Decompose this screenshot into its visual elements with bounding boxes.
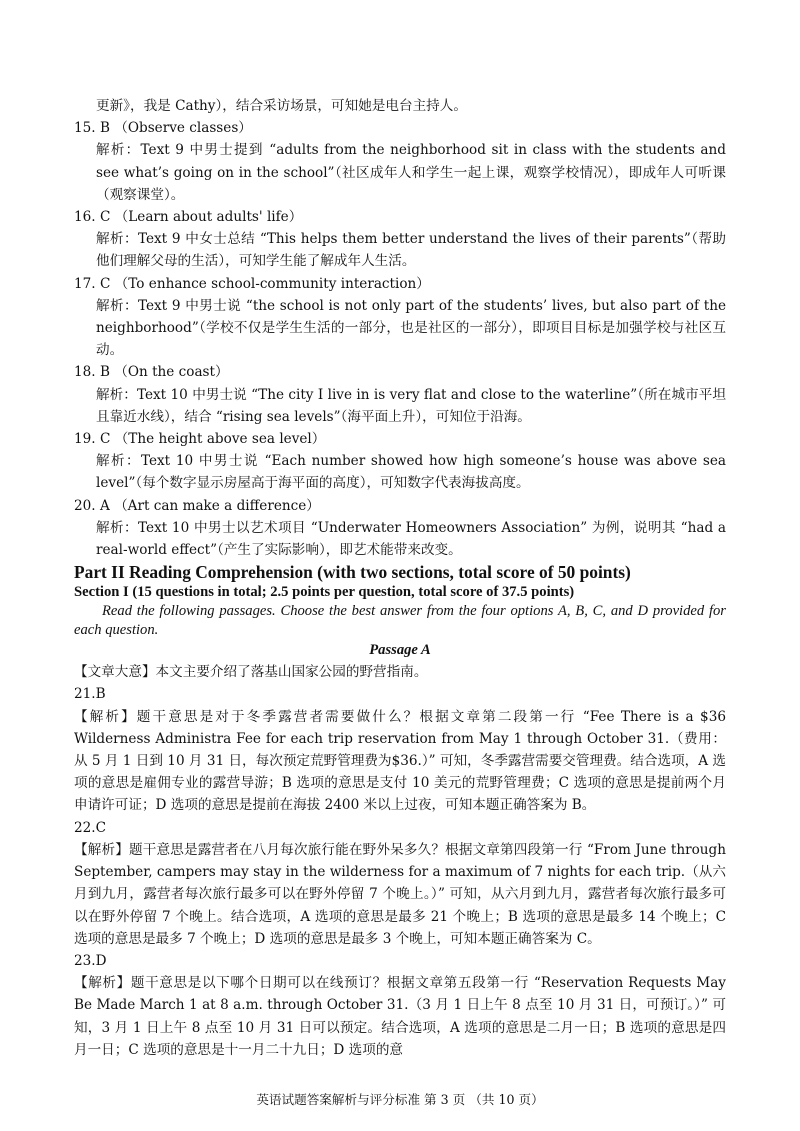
answer-explanation: 解析：Text 9 中女士总结 “This helps them better understand the lives of their parents”（帮助他们理解父母的生活），可知学生能了解成年人生活。 [96, 231, 726, 270]
answer-head: 18. B （On the coast） [74, 364, 229, 381]
answer-head: 15. B （Observe classes） [74, 120, 252, 137]
answer-item-23 [74, 950, 726, 1061]
listening-explanations [74, 117, 726, 561]
answer-item-19 [74, 428, 726, 495]
answer-head: 19. C （The height above sea level） [74, 431, 326, 448]
answer-head: 23.D [74, 952, 107, 969]
directions-text: Read the following passages. Choose the best answer from the four options A, B, C, and D provided for each question. [74, 603, 726, 639]
answer-head: 22.C [74, 819, 107, 836]
carryover-text: 更新》，我是 Cathy），结合采访场景，可知她是电台主持人。 [96, 98, 467, 114]
answer-explanation: 【解析】题干意思是以下哪个日期可以在线预订？根据文章第五段第一行 “Reservation Requests May Be Made March 1 at 8 a.m. through October 31.（3 月 1 日上午 8 点至 10 月 31 日，可预订。）” 可知，3 月 1 日上午 8 点至 10 月 31 日可以预定。结合选项，A 选项的意思是二月一日；B 选项的意思是四月一日；C 选项的意思是十一月二十九日；D 选项的意 [74, 975, 726, 1058]
answer-explanation: 解析：Text 9 中男士说 “the school is not only part of the students’ lives, but also part of the neighborhood”（学校不仅是学生生活的一部分，也是社区的一部分），即项目目标是加强学校与社区互动。 [96, 297, 726, 359]
part-title: Part II Reading Comprehension (with two sections, total score of 50 points) [74, 562, 631, 583]
passage-summary: 【文章大意】本文主要介绍了落基山国家公园的野营指南。 [74, 664, 428, 681]
reading-explanations [74, 683, 726, 1060]
answer-explanation: 【解析】题干意思是露营者在八月每次旅行能在野外呆多久？根据文章第四段第一行 “From June through September, campers may stay in the wilderness for a maximum of 7 nights for each trip.（从六月到九月，露营者每次旅行最多可以在野外停留 7 个晚上。）” 可知，从六月到九月，露营者每次旅行最多可以在野外停留 7 个晚上。结合选项，A 选项的意思是最多 21 个晚上；B 选项的意思是最多 14 个晚上；C 选项的意思是最多 7 个晚上；D 选项的意思是最多 3 个晚上，可知本题正确答案为 C。 [74, 841, 726, 947]
answer-item-22 [74, 817, 726, 950]
answer-item-18 [74, 361, 726, 428]
answer-head: 20. A （Art can make a difference） [74, 497, 320, 514]
page-footer: 英语试题答案解析与评分标准 第 3 页 （共 10 页） [256, 1092, 544, 1107]
answer-explanation: 解析：Text 9 中男士提到 “adults from the neighborhood sit in class with the students and see what’s going on in the school”（社区成年人和学生一起上课，观察学校情况），即成年人可听课（观察课堂）。 [96, 142, 726, 203]
answer-item-21 [74, 683, 726, 816]
answer-item-15 [74, 117, 726, 206]
answer-item-16 [74, 206, 726, 273]
answer-head: 21.B [74, 686, 106, 703]
answer-explanation: 解析：Text 10 中男士以艺术项目 “Underwater Homeowners Association” 为例，说明其 “had a real-world effect”（产生了实际影响），即艺术能带来改变。 [96, 519, 726, 559]
answer-explanation: 解析：Text 10 中男士说 “Each number showed how high someone’s house was above sea level”（每个数字显示房屋高于海平面的高度），可知数字代表海拔高度。 [96, 453, 726, 492]
answer-explanation: 【解析】题干意思是对于冬季露营者需要做什么？根据文章第二段第一行 “Fee There is a $36 Wilderness Administra Fee for each trip reservation from May 1 through October 31.（费用：从 5 月 1 日到 10 月 31 日，每次预定荒野管理费为$36.）” 可知，冬季露营需要交管理费。结合选项，A 选项的意思是雇佣专业的露营导游；B 选项的意思是支付 10 美元的荒野管理费；C 选项的意思是提前两个月申请许可证；D 选项的意思是提前在海拔 2400 米以上过夜，可知本题正确答案为 B。 [74, 708, 726, 814]
answer-head: 16. C （Learn about adults' life） [74, 209, 303, 226]
answer-head: 17. C （To enhance school-community interaction） [74, 275, 430, 292]
section-title: Section I (15 questions in total; 2.5 points per question, total score of 37.5 points) [74, 584, 575, 601]
answer-item-17 [74, 273, 726, 362]
answer-explanation: 解析：Text 10 中男士说 “The city I live in is very flat and close to the waterline”（所在城市平坦且靠近水线），结合 “rising sea levels”（海平面上升），可知位于沿海。 [96, 386, 726, 425]
passage-title: Passage A [369, 642, 431, 659]
answer-item-20 [74, 495, 726, 562]
